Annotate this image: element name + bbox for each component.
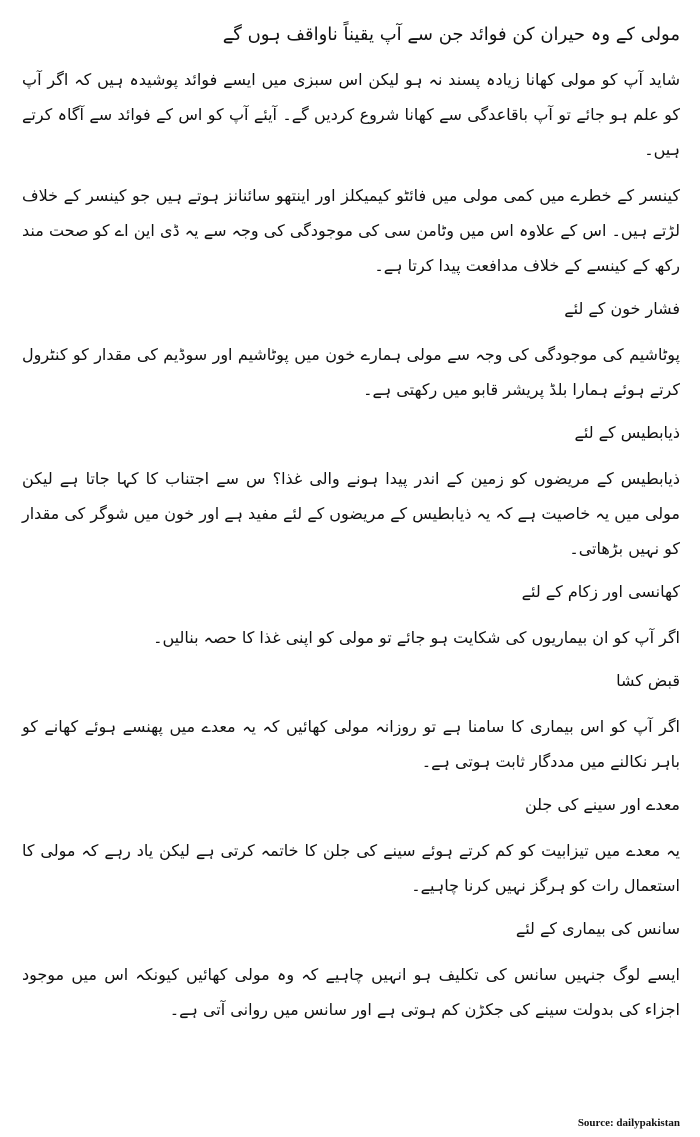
section-paragraph: یہ معدے میں تیزابیت کو کم کرتے ہوئے سینے کی جلن کا خاتمہ کرتی ہے لیکن یاد رہے کہ مولی کا استعمال رات کو ہرگز نہیں کرنا چاہیے۔: [22, 841, 680, 895]
cancer-paragraph: کینسر کے خطرے میں کمی مولی میں فائٹو کیمیکلز اور اینتھو سائنانز ہوتے ہیں جو کینسر کے خلاف لڑتے ہیں۔ اس کے علاوہ اس میں وٹامن سی کی موجودگی کی وجہ سے یہ ڈی این اے کو صحت مند رکھ کے کینسے کے خلاف مدافعت پیدا کرتا ہے۔: [22, 186, 680, 275]
section-breathing: [22, 914, 680, 1027]
section-diabetes: [22, 418, 680, 566]
section-paragraph: ذیابطیس کے مریضوں کو زمین کے اندر پیدا ہونے والی غذا؟ س سے اجتناب کا کہا جاتا ہے لیکن مولی میں یہ خاصیت ہے کہ یہ ذیابطیس کے مریضوں کے لئے مفید ہے اور خون میں شوگر کی مقدار کو نہیں بڑھاتی۔: [22, 469, 680, 558]
section-heading: قبض کشا: [616, 671, 680, 690]
source-credit: Source: dailypakistan: [577, 1117, 680, 1129]
section-heading: معدے اور سینے کی جلن: [524, 795, 680, 814]
section-paragraph: پوٹاشیم کی موجودگی کی وجہ سے مولی ہمارے خون میں پوٹاشیم اور سوڈیم کی مقدار کو کنٹرول کرتے ہوئے ہمارا بلڈ پریشر قابو میں رکھتی ہے۔: [22, 345, 680, 399]
intro-paragraph: شاید آپ کو مولی کھانا زیادہ پسند نہ ہو لیکن اس سبزی میں ایسے فوائد پوشیدہ ہیں کہ اگر آپ کو علم ہو جائے تو آپ باقاعدگی سے کھانا شروع کردیں گے۔ آیئے آپ کو اس کے فوائد سے آگاہ کرتے ہیں۔: [22, 70, 680, 159]
section-heading: سانس کی بیماری کے لئے: [515, 919, 680, 938]
section-blood-pressure: [22, 294, 680, 407]
section-heading: ذیابطیس کے لئے: [574, 423, 680, 442]
section-heading: کھانسی اور زکام کے لئے: [521, 582, 680, 601]
section-cough-cold: [22, 577, 680, 655]
section-heartburn: [22, 790, 680, 903]
section-heading: فشار خون کے لئے: [564, 299, 680, 318]
section-paragraph: اگر آپ کو اس بیماری کا سامنا ہے تو روزانہ مولی کھائیں کہ یہ معدے میں پھنسے ہوئے کھانے کو باہر نکالنے میں مددگار ثابت ہوتی ہے۔: [22, 717, 680, 771]
article-title: مولی کے وہ حیران کن فوائد جن سے آپ یقیناً ناواقف ہوں گے: [222, 24, 680, 45]
section-paragraph: ایسے لوگ جنہیں سانس کی تکلیف ہو انہیں چاہیے کہ وہ مولی کھائیں کیونکہ اس میں موجود اجزاء کی بدولت سینے کی جکڑن کم ہوتی ہے اور سانس میں روانی آتی ہے۔: [22, 965, 680, 1019]
section-paragraph: اگر آپ کو ان بیماریوں کی شکایت ہو جائے تو مولی کو اپنی غذا کا حصہ بنالیں۔: [153, 628, 680, 647]
section-constipation: [22, 666, 680, 779]
